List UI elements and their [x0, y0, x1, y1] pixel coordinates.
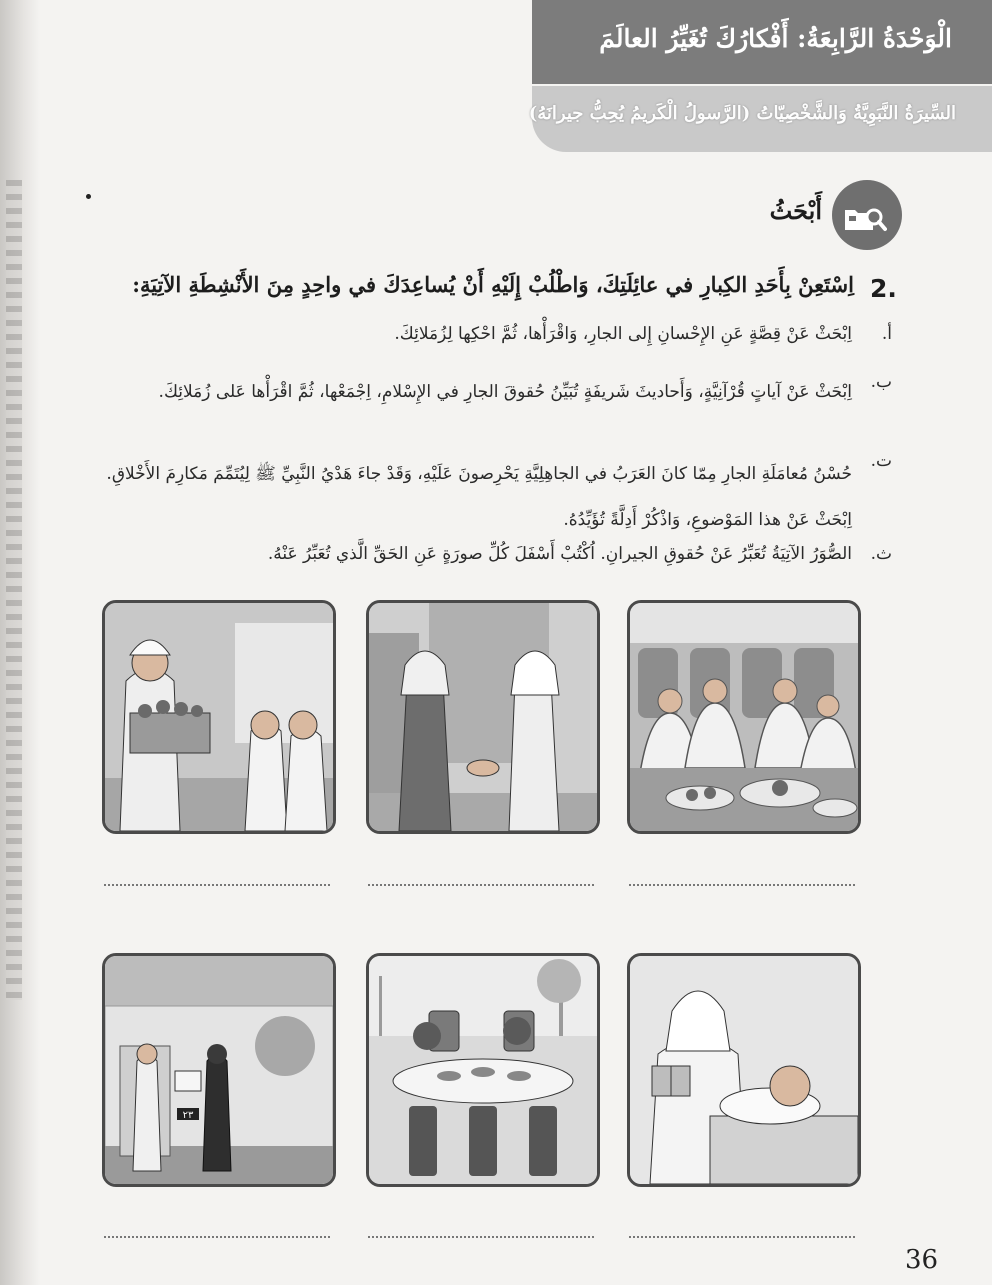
- option-text: اِبْحَثْ عَنْ قِصَّةٍ عَنِ الإِحْسانِ إِلى الجارِ، وَاقْرَأْها، ثُمَّ احْكِها لِزُمَلائِكَ.: [394, 324, 852, 344]
- picture-gift-basket: [102, 600, 336, 834]
- section-label: أَبْحَثُ: [769, 196, 822, 225]
- answer-line[interactable]: [368, 1236, 594, 1238]
- picture-doorstep-gift: [102, 953, 336, 1187]
- option-letter: أ.: [881, 324, 892, 344]
- answer-line[interactable]: [104, 1236, 330, 1238]
- answer-line[interactable]: [629, 1236, 855, 1238]
- answer-line[interactable]: [104, 884, 330, 886]
- doorstep-gift-illustration: [105, 956, 333, 1184]
- folder-search-icon-glyph: [843, 204, 887, 232]
- lesson-header: [528, 86, 992, 152]
- unit-header: [532, 0, 992, 84]
- handshake-illustration: [369, 603, 597, 831]
- page-number: 36: [905, 1245, 939, 1275]
- lesson-title: السِّيرَةُ النَّبَوِيَّةُ وَالشَّخْصِيّاتُ (الرَّسولُ الْكَريمُ يُحِبُّ جيرانَهُ): [528, 103, 956, 124]
- dinner-table-illustration: [369, 956, 597, 1184]
- binding-edge: [6, 180, 22, 1000]
- option-text: حُسْنُ مُعامَلَةِ الجارِ مِمّا كانَ العَرَبُ في الجاهِلِيَّةِ يَحْرِصونَ عَلَيْهِ، وَقَدْ جاءَ هَدْيُ النَّبِيِّ ﷺ لِيُتَمِّمَ مَكارِمَ الأَخْلاقِ. اِبْحَثْ عَنْ هذا المَوْضوعِ، وَاذْكُرْ أَدِلَّةً تُؤَيِّدُهُ.: [106, 464, 852, 530]
- feast-illustration: [630, 603, 858, 831]
- option-letter: ت.: [870, 451, 892, 471]
- picture-handshake: [366, 600, 600, 834]
- option-letter: ث.: [870, 544, 892, 564]
- answer-line[interactable]: [629, 884, 855, 886]
- question-number: 2.: [870, 274, 897, 303]
- unit-title: الْوَحْدَةُ الرَّابِعَةُ: أَفْكارُكَ تُغَيِّرُ العالَمَ: [599, 24, 952, 53]
- house-number: ٢٣: [182, 1110, 194, 1121]
- option-text: اِبْحَثْ عَنْ آياتٍ قُرْآنِيَّةٍ، وَأَحاديثَ شَريفَةٍ تُبَيِّنُ حُقوقَ الجارِ في الإِسْلامِ، اِجْمَعْها، ثُمَّ اقْرَأْها عَلى زُمَلائِكَ.: [158, 382, 852, 402]
- answer-line[interactable]: [368, 884, 594, 886]
- gift-basket-illustration: [105, 603, 333, 831]
- picture-dinner-table: [366, 953, 600, 1187]
- question-text: اِسْتَعِنْ بِأَحَدِ الكِبارِ في عائِلَتِكَ، وَاطْلُبْ إِلَيْهِ أَنْ يُساعِدَكَ في واحِدٍ مِنَ الأَنْشِطَةِ الآتِيَةِ:: [132, 272, 854, 297]
- picture-feast: [627, 600, 861, 834]
- picture-sick-visit: [627, 953, 861, 1187]
- option-text: الصُّوَرُ الآتِيَةُ تُعَبِّرُ عَنْ حُقوقِ الجيرانِ. اُكْتُبْ أَسْفَلَ كُلِّ صورَةٍ عَنِ الحَقِّ الَّذي تُعَبِّرُ عَنْهُ.: [267, 544, 852, 564]
- sick-visit-illustration: [630, 956, 858, 1184]
- option-letter: ب.: [870, 372, 892, 392]
- stray-dot: [86, 194, 91, 199]
